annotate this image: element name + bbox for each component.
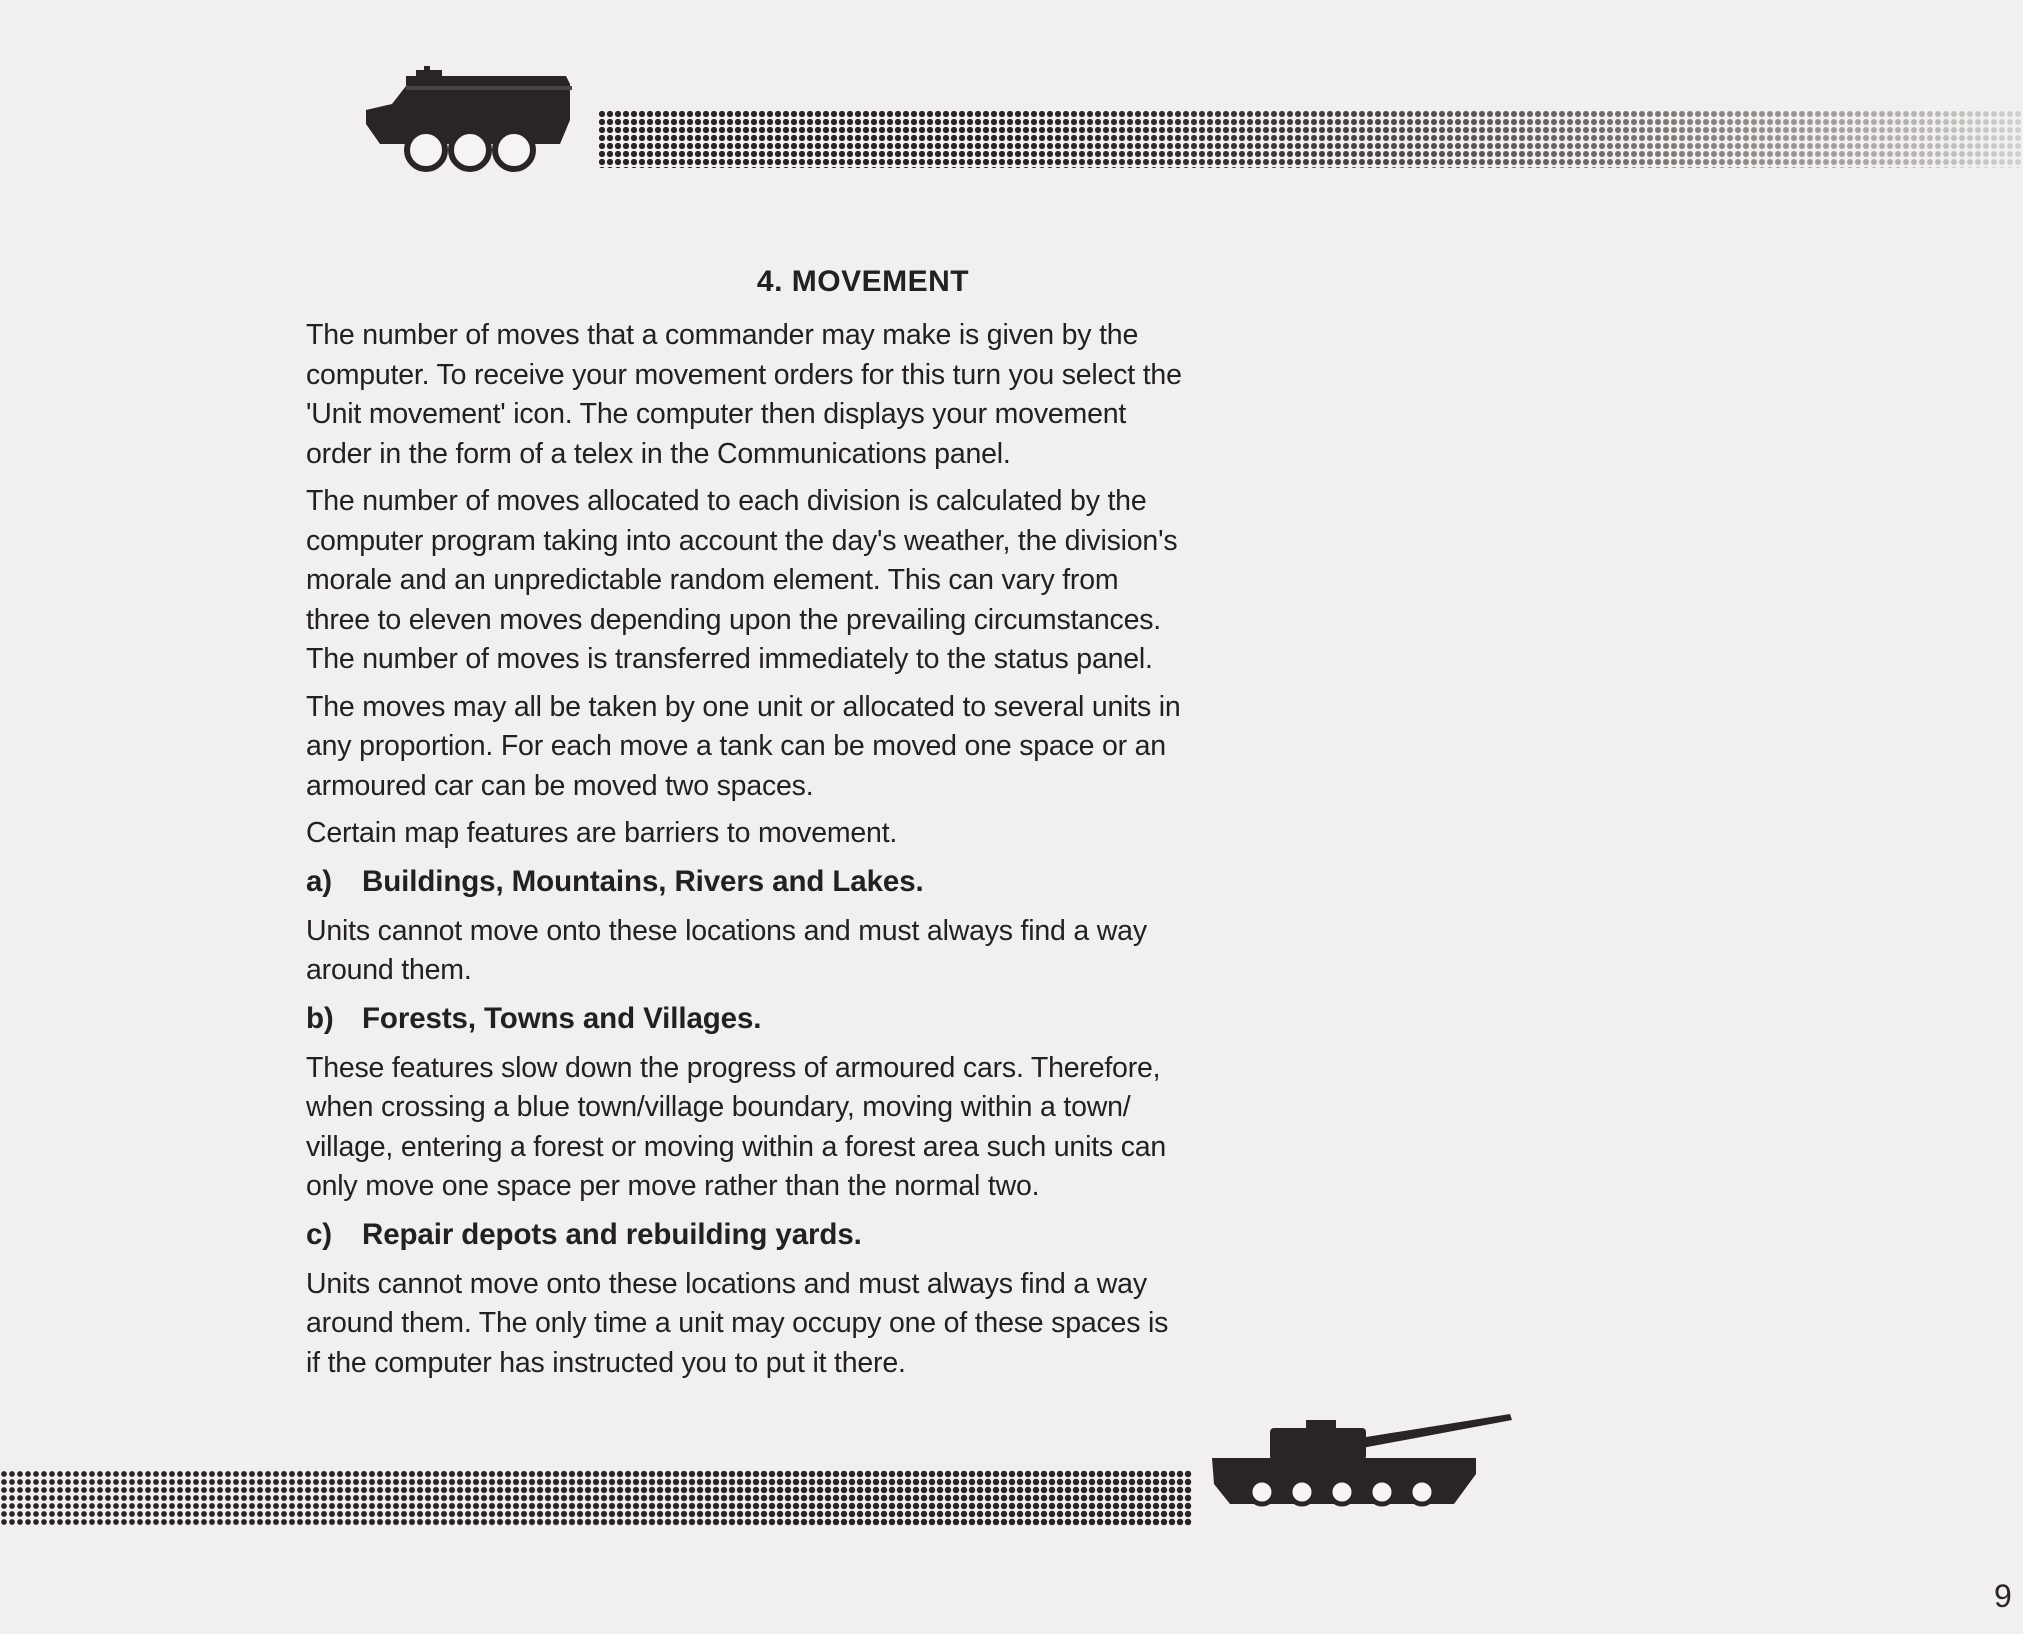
text-line: The number of moves that a commander may make is given by the [306, 319, 1139, 351]
text-line: around them. The only time a unit may occupy one of these spaces is [306, 1307, 1169, 1339]
text-line: order in the form of a telex in the Communications panel. [306, 437, 1011, 470]
subheading-letter: b) [306, 1001, 334, 1035]
page-number: 9 [1994, 1578, 2012, 1614]
paragraph-move-distribution [306, 688, 1406, 807]
paragraph-buildings [306, 912, 1406, 991]
text-line: if the computer has instructed you to put it there. [306, 1346, 906, 1379]
subheading-text: Repair depots and rebuilding yards. [362, 1217, 862, 1251]
text-line: 'Unit movement' icon. The computer then displays your movement [306, 398, 1127, 430]
subheading-buildings [306, 862, 1406, 902]
text-line: The number of moves is transferred immediately to the status panel. [306, 643, 1153, 675]
paragraph-move-allocation [306, 482, 1406, 680]
text-line: Certain map features are barriers to movement. [306, 817, 898, 849]
halftone-band-bottom [0, 1470, 1192, 1526]
section-title: 4. MOVEMENT [756, 265, 970, 298]
subheading-letter: a) [306, 864, 333, 898]
subheading-letter: c) [306, 1217, 333, 1251]
text-line: The number of moves allocated to each division is calculated by the [306, 485, 1147, 517]
halftone-band-top [598, 110, 2023, 168]
text-line: These features slow down the progress of armoured cars. Therefore, [306, 1051, 1161, 1084]
paragraph-barriers-intro [306, 814, 1406, 854]
paragraph-forests [306, 1049, 1406, 1207]
subheading-repair-depots [306, 1215, 1406, 1255]
text-line: The moves may all be taken by one unit or allocated to several units in [306, 690, 1181, 723]
subheading-forests [306, 999, 1406, 1039]
tank-icon [1210, 1414, 1516, 1518]
text-line: Units cannot move onto these locations and must always find a way [306, 914, 1147, 947]
armoured-car-icon [366, 64, 572, 172]
text-line: village, entering a forest or moving within a forest area such units can [306, 1130, 1167, 1163]
text-line: armoured car can be moved two spaces. [306, 769, 814, 802]
text-line: around them. [306, 954, 472, 986]
paragraph-move-count [306, 316, 1406, 474]
text-line: computer program taking into account the day's weather, the division's [306, 524, 1178, 557]
text-line: any proportion. For each move a tank can be moved one space or an [306, 730, 1166, 762]
text-line: Units cannot move onto these locations and must always find a way [306, 1267, 1147, 1300]
text-line: computer. To receive your movement orders for this turn you select the [306, 358, 1182, 391]
text-line: when crossing a blue town/village boundary, moving within a town/ [306, 1091, 1131, 1123]
document-body [306, 262, 1406, 1391]
paragraph-repair-depots [306, 1265, 1406, 1384]
text-line: morale and an unpredictable random element. This can vary from [306, 564, 1119, 596]
subheading-text: Forests, Towns and Villages. [362, 1001, 762, 1035]
subheading-text: Buildings, Mountains, Rivers and Lakes. [362, 864, 924, 898]
text-line: only move one space per move rather than the normal two. [306, 1170, 1040, 1202]
text-line: three to eleven moves depending upon the prevailing circumstances. [306, 603, 1161, 636]
